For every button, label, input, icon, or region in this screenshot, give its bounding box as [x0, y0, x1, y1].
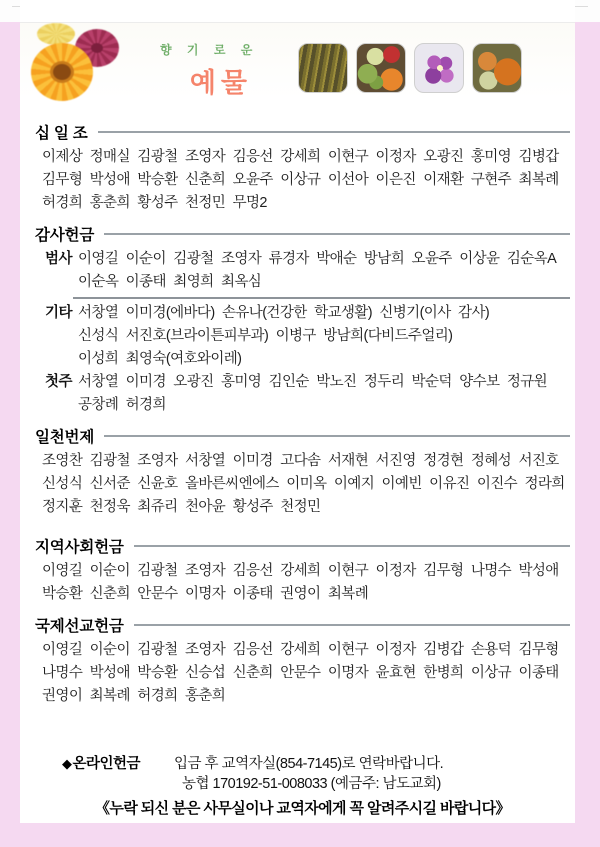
subsection-label: 첫주 [45, 374, 73, 390]
subsection-label: 기타 [45, 305, 73, 321]
name-list-line: 허경희 홍춘희 황성주 천정민 무명2 [42, 195, 267, 211]
hay-photo [298, 43, 348, 93]
section-title-thanksgiving: 감사헌금 [35, 227, 95, 244]
header-title-block [160, 41, 259, 100]
orchid-photo [414, 43, 464, 93]
name-list-line: 신성식 신서준 신윤호 올바른씨엔에스 이미옥 이예지 이예빈 이유진 이진수 정라희 [42, 476, 565, 492]
section-title-thousand: 일천번제 [35, 429, 95, 446]
subsection-cheotju [45, 371, 570, 417]
section-thousand-offering [35, 425, 570, 519]
online-offering-block [35, 754, 570, 818]
name-list-line: 권영이 최복례 허경희 홍춘희 [42, 688, 226, 704]
online-account-line: 농협 170192-51-008033 (예금주: 남도교회) [182, 776, 441, 792]
subsection-gita [45, 302, 570, 371]
name-list-line: 이영길 이순이 김광철 조영자 류경자 박애순 방남희 오윤주 이상윤 김순옥A [78, 251, 557, 267]
section-mission-offering [35, 614, 570, 708]
page-title: 예물 [189, 68, 252, 98]
name-list-line: 조영찬 김광철 조영자 서창열 이미경 고다솜 서재현 서진영 정경현 정혜성 서진호 [42, 453, 559, 469]
name-list-line: 이영길 이순이 김광철 조영자 김응선 강세희 이현구 이정자 김무형 나명수 박성애 [42, 563, 559, 579]
diamond-icon: ◆ [62, 756, 72, 771]
omission-notice: 《누락 되신 분은 사무실이나 교역자에게 꼭 알려주시길 바랍니다》 [95, 800, 510, 817]
name-list-line: 이영길 이순이 김광철 조영자 김응선 강세희 이현구 이정자 김병갑 손용덕 김무형 [42, 642, 559, 658]
yellow-flower-icon [37, 23, 75, 45]
name-list-line: 박승환 신춘희 안문수 이명자 이종태 권영이 최복례 [42, 586, 369, 602]
header-subtitle: 향 기 로 운 [160, 43, 259, 57]
name-list-line: 정지훈 천정욱 최쥬리 천아윤 황성주 천정민 [42, 499, 321, 515]
name-list-line: 서창열 이미경 오광진 홍미영 김인순 박노진 정두리 박순덕 양수보 정규원 [78, 374, 548, 390]
section-title-mission: 국제선교헌금 [35, 618, 124, 635]
section-rule [104, 233, 570, 235]
name-list-line: 공창례 허경희 [78, 397, 166, 413]
subsection-divider [73, 297, 570, 299]
section-title-community: 지역사회헌금 [35, 539, 124, 556]
online-contact-line: 입금 후 교역자실(854-7145)로 연락바랍니다. [174, 756, 444, 772]
section-thanksgiving [35, 223, 570, 417]
section-title-tithe: 십 일 조 [35, 125, 88, 142]
name-list-line: 신성식 서진호(브라이튼피부과) 이병구 방남희(다비드주얼리) [78, 328, 453, 344]
name-list-line: 이제상 정매실 김광철 조영자 김응선 강세희 이현구 이정자 오광진 홍미영 김병갑 [42, 149, 559, 165]
gerbera-flowers-photo [25, 23, 125, 111]
section-community-offering [35, 535, 570, 606]
fruits-photo [356, 43, 406, 93]
online-label-text: 온라인헌금 [72, 756, 141, 772]
subsection-beomsa [45, 248, 570, 294]
online-offering-label [62, 754, 174, 794]
section-rule [134, 624, 570, 626]
name-list-line: 이성희 최영숙(여호와이레) [78, 351, 242, 367]
name-list-line: 서창열 이미경(에바다) 손유나(건강한 학교생활) 신병기(이사 감사) [78, 305, 490, 321]
header-banner [20, 22, 575, 111]
bulletin-page [20, 0, 575, 823]
subsection-label: 범사 [45, 251, 73, 267]
section-tithe [35, 121, 570, 215]
section-rule [104, 435, 570, 437]
name-list-line: 나명수 박성애 박승환 신승섭 신춘희 안문수 이명자 윤효현 한병희 이상규 이종태 [42, 665, 559, 681]
section-rule [98, 131, 570, 133]
header-photo-strip [298, 43, 522, 93]
name-list-line: 김무형 박성애 박승환 신춘희 오윤주 이상규 이선아 이은진 이재환 구현주 최복례 [42, 172, 559, 188]
online-offering-info [174, 754, 443, 794]
name-list-line: 이순옥 이종태 최영희 최옥심 [78, 274, 262, 290]
pumpkins-photo [472, 43, 522, 93]
orange-flower-icon [31, 43, 93, 101]
section-rule [134, 545, 570, 547]
